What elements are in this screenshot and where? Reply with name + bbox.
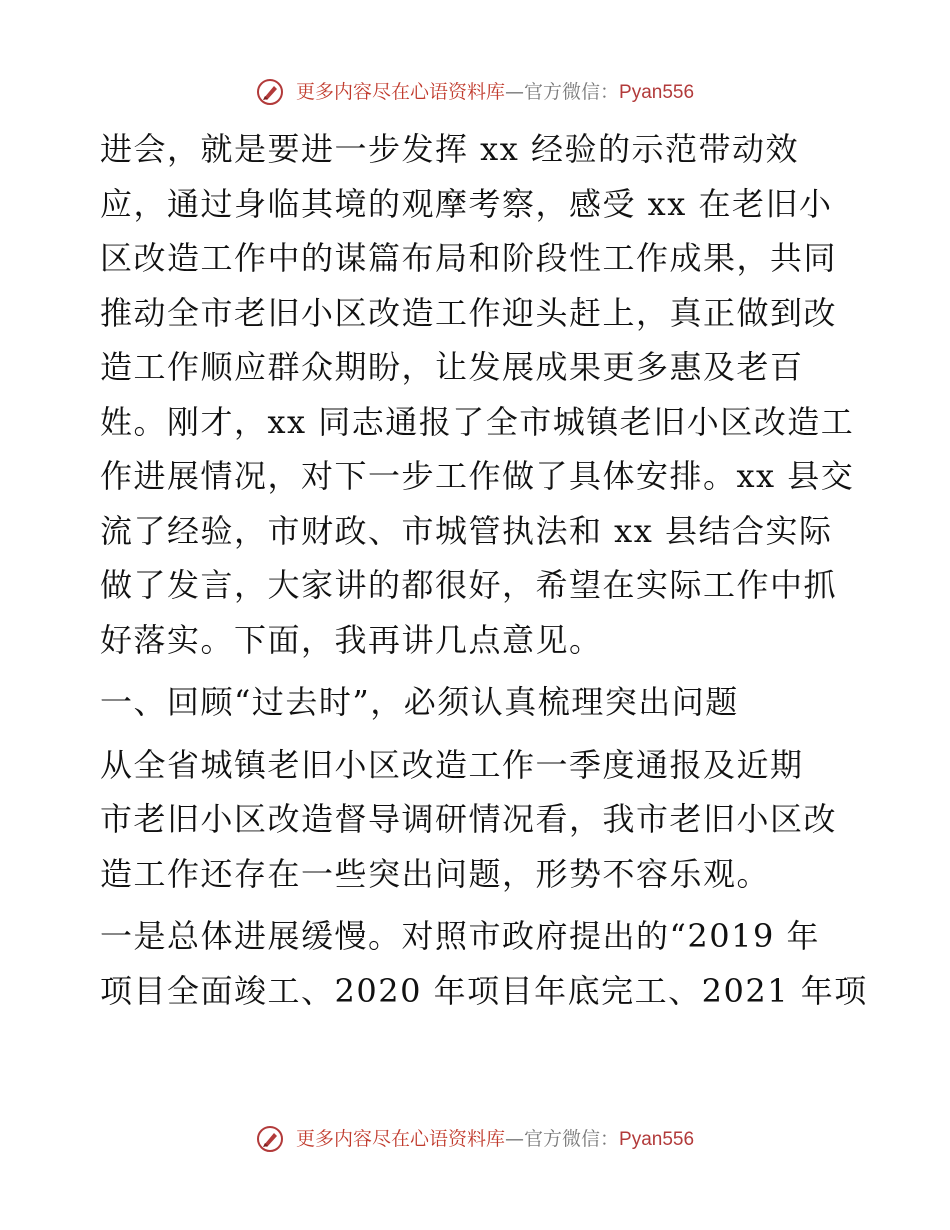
document-body [100,122,868,1018]
watermark-wechat-id: Pyan556 [619,1128,695,1150]
heading-line: 一、回顾“过去时”，必须认真梳理突出问题 [100,683,739,721]
text-line: 市老旧小区改造督导调研情况看，我市老旧小区改 [100,800,838,838]
text-line: 从全省城镇老旧小区改造工作一季度通报及近期 [100,745,804,784]
watermark-footer [0,1124,950,1154]
watermark-slogan: 更多内容尽在心语资料库 [296,1127,506,1150]
text-line: 姓。刚才，xx 同志通报了全市城镇老旧小区改造工 [100,402,855,441]
text-line: 做了发言，大家讲的都很好，希望在实际工作中抓 [100,566,838,604]
paragraph-problems [100,738,860,902]
paragraph-intro [100,122,860,667]
text-line: 推动全市老旧小区改造工作迎头赶上，真正做到改 [100,293,838,332]
watermark-slogan: 更多内容尽在心语资料库 [296,80,506,103]
text-line: 进会，就是要进一步发挥 xx 经验的示范带动效 [100,130,799,168]
text-line: 造工作顺应群众期盼，让发展成果更多惠及老百 [100,348,804,386]
text-line: 作进展情况，对下一步工作做了具体安排。xx 县交 [100,457,855,495]
text-line: 区改造工作中的谋篇布局和阶段性工作成果，共同 [100,239,838,277]
watermark-header [0,77,950,107]
text-line: 一是总体进展缓慢。对照市政府提出的“2019 年 [100,917,820,955]
watermark-text [296,81,694,103]
text-line: 好落实。下面，我再讲几点意见。 [100,620,603,659]
watermark-dash: — [505,1127,525,1150]
text-line: 项目全面竣工、2020 年项目年底完工、2021 年项 [100,971,868,1010]
watermark-text [296,1128,694,1150]
pen-logo-icon [256,78,284,106]
text-line: 造工作还存在一些突出问题，形势不容乐观。 [100,854,771,893]
section-heading [100,675,860,730]
watermark-wechat-id: Pyan556 [619,81,695,103]
watermark-wechat-label: 官方微信： [524,80,620,103]
text-line: 应，通过身临其境的观摩考察，感受 xx 在老旧小 [100,184,833,223]
watermark-dash: — [505,80,525,103]
watermark-wechat-label: 官方微信： [524,1127,620,1150]
text-line: 流了经验，市财政、市城管执法和 xx 县结合实际 [100,511,833,550]
pen-logo-icon [256,1125,284,1153]
paragraph-progress [100,909,868,1018]
